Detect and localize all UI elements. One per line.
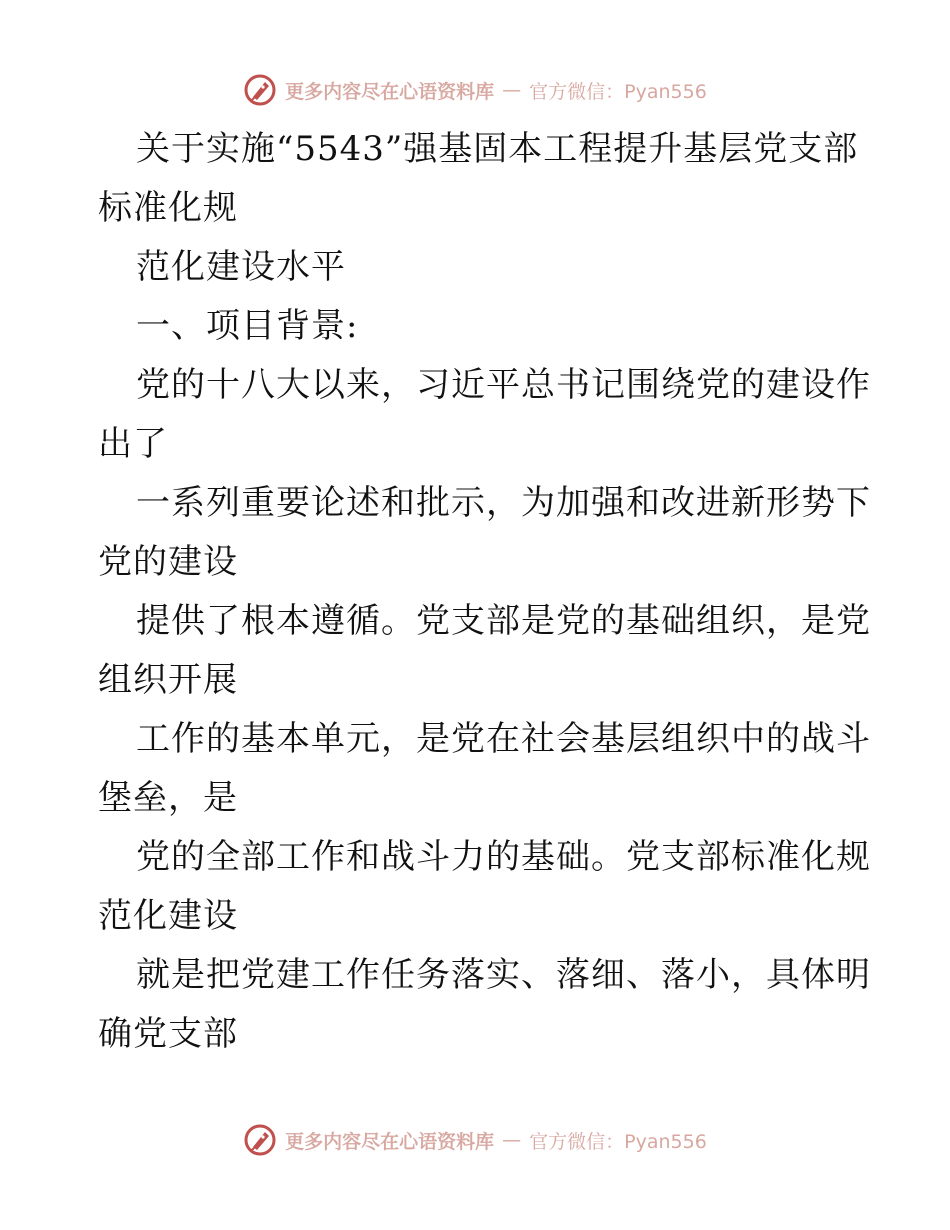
body-line: 范化建设	[98, 896, 238, 936]
body-line: 提供了根本遵循。党支部是党的基础组织，是党	[136, 601, 871, 641]
watermark-wechat-text: 官方微信：Pyan556	[529, 1130, 707, 1153]
body-line: 堡垒，是	[98, 778, 238, 818]
body-line: 党的全部工作和战斗力的基础。党支部标准化规	[136, 837, 871, 877]
body-line: 出了	[98, 424, 168, 464]
watermark-wechat-text: 官方微信：Pyan556	[529, 80, 707, 103]
body-line: 工作的基本单元，是党在社会基层组织中的战斗	[136, 719, 871, 759]
watermark-brand-text: 更多内容尽在心语资料库	[285, 1130, 495, 1153]
pen-nib-logo-icon	[243, 73, 277, 107]
body-line: 一系列重要论述和批示，为加强和改进新形势下	[136, 483, 871, 523]
body-line: 标准化规	[98, 188, 238, 228]
body-line: 确党支部	[98, 1014, 238, 1054]
body-line: 关于实施“5543”强基固本工程提升基层党支部	[136, 129, 859, 169]
footer-watermark	[0, 1120, 950, 1160]
body-line: 党的十八大以来，习近平总书记围绕党的建设作	[136, 365, 871, 405]
body-line: 组织开展	[98, 660, 238, 700]
body-line: 就是把党建工作任务落实、落细、落小，具体明	[136, 955, 871, 995]
pen-nib-logo-icon	[243, 1123, 277, 1157]
body-line: 范化建设水平	[136, 247, 346, 287]
watermark-brand-text: 更多内容尽在心语资料库	[285, 80, 495, 103]
body-line: 党的建设	[98, 542, 238, 582]
watermark-dash: —	[502, 1129, 522, 1151]
watermark-dash: —	[502, 79, 522, 101]
header-watermark	[0, 70, 950, 110]
document-body	[98, 120, 871, 1064]
section-heading: 一、项目背景:	[136, 306, 359, 346]
